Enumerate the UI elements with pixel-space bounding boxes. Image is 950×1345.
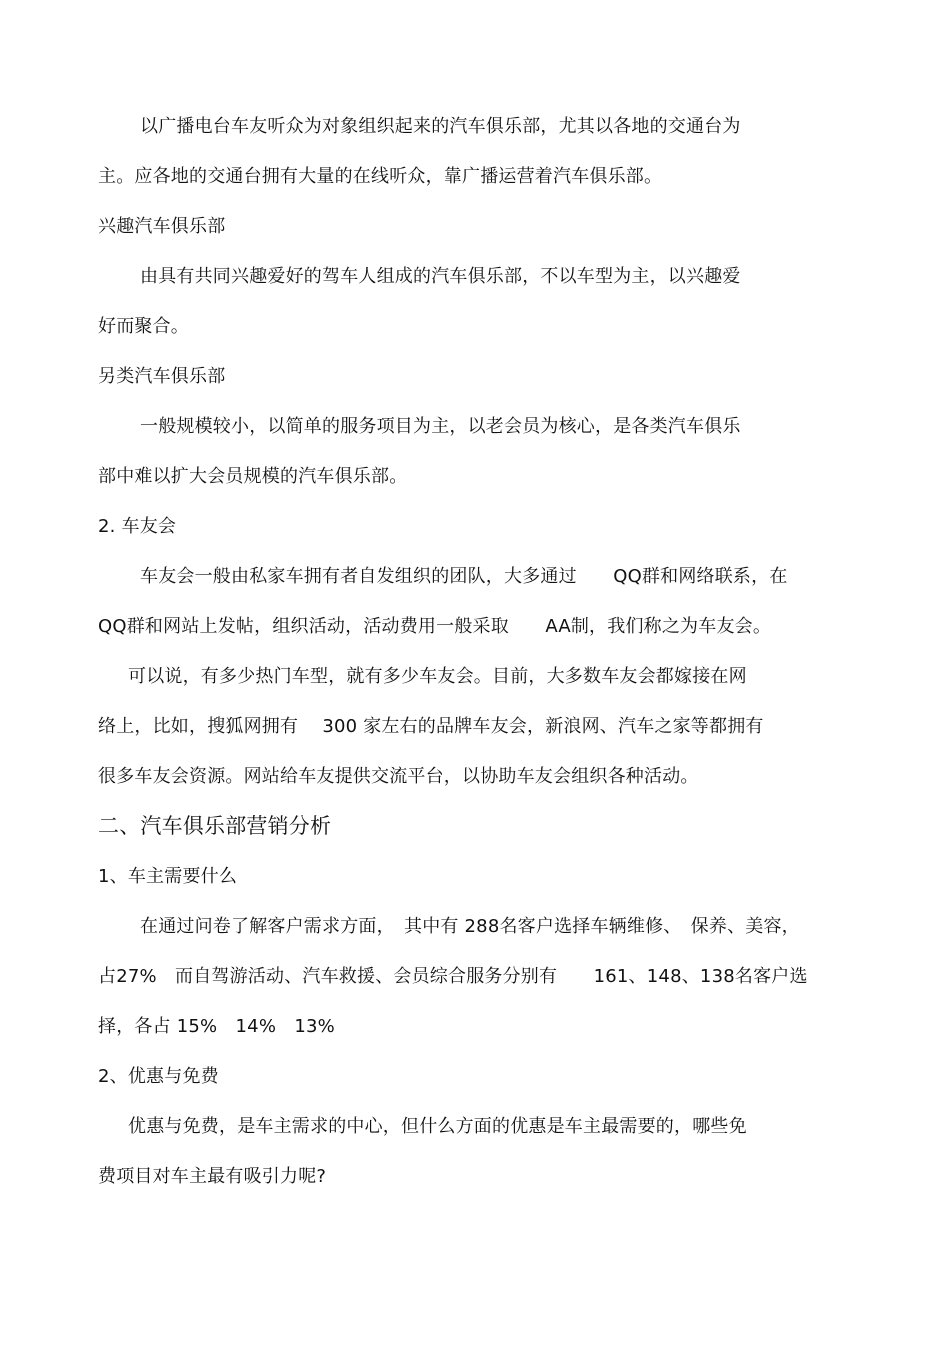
paragraph-line: 很多车友会资源。网站给车友提供交流平台，以协助车友会组织各种活动。: [98, 766, 699, 787]
paragraph-line: 费项目对车主最有吸引力呢?: [98, 1166, 327, 1187]
chapter-heading: 二、汽车俱乐部营销分析: [98, 814, 332, 838]
paragraph-line: 择，各占 15% 14% 13%: [98, 1016, 335, 1037]
section-heading: 2. 车友会: [98, 516, 177, 537]
paragraph-line: 好而聚合。: [98, 316, 189, 337]
paragraph-line: 车友会一般由私家车拥有者自发组织的团队，大多通过 QQ群和网络联系，在: [140, 566, 788, 587]
paragraph-line: 络上，比如，搜狐网拥有 300 家左右的品牌车友会，新浪网、汽车之家等都拥有: [98, 716, 764, 737]
paragraph-line: 占27% 而自驾游活动、汽车救援、会员综合服务分别有 161、148、138名客户选: [98, 966, 808, 987]
paragraph-line: QQ群和网站上发帖，组织活动，活动费用一般采取 AA制，我们称之为车友会。: [98, 616, 772, 637]
section-heading: 2、优惠与免费: [98, 1066, 219, 1087]
paragraph-line: 优惠与免费，是车主需求的中心，但什么方面的优惠是车主最需要的，哪些免: [128, 1116, 747, 1137]
section-heading: 兴趣汽车俱乐部: [98, 216, 226, 237]
paragraph-line: 以广播电台车友听众为对象组织起来的汽车俱乐部，尤其以各地的交通台为: [140, 116, 741, 137]
paragraph-line: 由具有共同兴趣爱好的驾车人组成的汽车俱乐部，不以车型为主，以兴趣爱: [140, 266, 741, 287]
paragraph-line: 主。应各地的交通台拥有大量的在线听众，靠广播运营着汽车俱乐部。: [98, 166, 663, 187]
paragraph-line: 部中难以扩大会员规模的汽车俱乐部。: [98, 466, 408, 487]
paragraph-line: 在通过问卷了解客户需求方面， 其中有 288名客户选择车辆维修、 保养、美容，: [140, 916, 800, 937]
paragraph-line: 一般规模较小，以简单的服务项目为主，以老会员为核心，是各类汽车俱乐: [140, 416, 741, 437]
section-heading: 另类汽车俱乐部: [98, 366, 226, 387]
paragraph-line: 可以说，有多少热门车型，就有多少车友会。目前，大多数车友会都嫁接在网: [128, 666, 747, 687]
section-heading: 1、车主需要什么: [98, 866, 238, 887]
